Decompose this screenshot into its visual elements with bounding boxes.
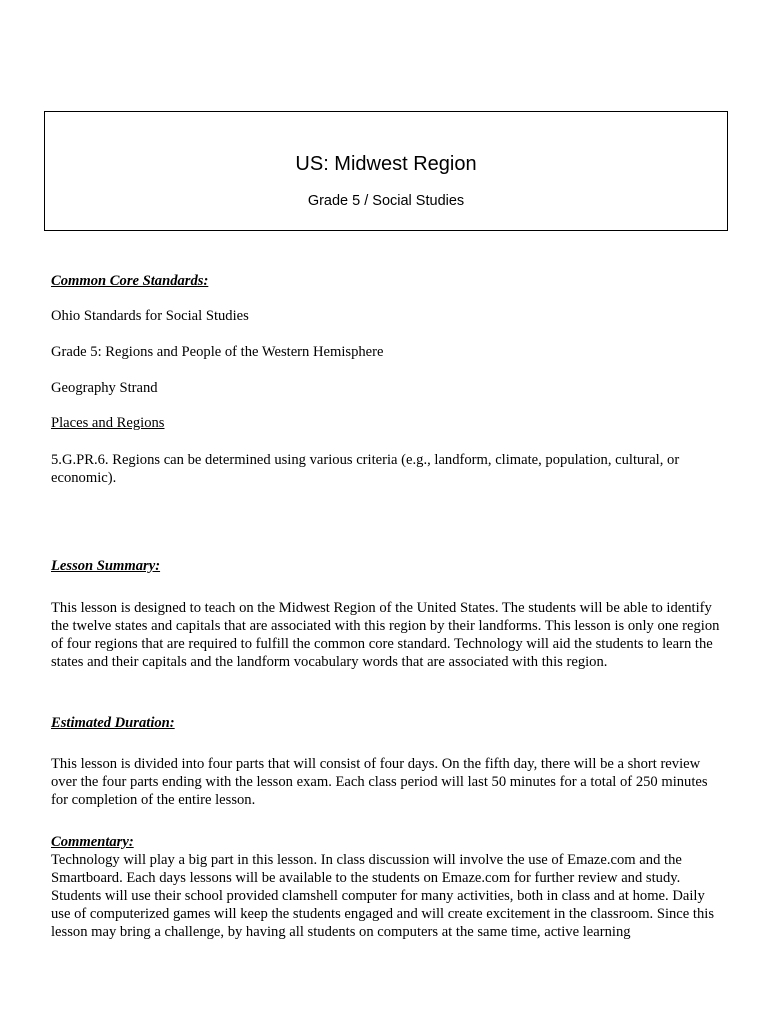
- title-box: [44, 111, 728, 231]
- duration-text: This lesson is divided into four parts that will consist of four days. On the fifth day, there will be a short review over the four parts ending with the lesson exam. Each class period will last 50 minutes for a total of 250 minutes for completion of the entire lesson.: [51, 756, 708, 808]
- commentary-heading: Commentary:: [51, 834, 134, 850]
- summary-text: This lesson is designed to teach on the Midwest Region of the United States. The students will be able to identify the twelve states and capitals that are associated with this region by their landforms. This lesson is only one region of four regions that are required to fulfill the common core standard. Technology will aid the students to learn the states and their capitals and the landform vocabulary words that are associated with this region.: [51, 600, 720, 670]
- standards-line-strand: Geography Strand: [51, 380, 158, 396]
- standards-line-places: Places and Regions: [51, 415, 165, 431]
- page-title: US: Midwest Region: [295, 153, 477, 175]
- commentary-text: Technology will play a big part in this lesson. In class discussion will involve the use of Emaze.com and the Smartboard. Each days lessons will be available to the students on Emaze.com for further review and study. Students will use their school provided clamshell computer for many activities, both in class and at home. Daily use of computerized games will keep the students engaged and will create excitement in the classroom. Since this lesson may bring a challenge, by having all students on computers at the same time, active learning: [51, 852, 714, 940]
- standards-heading: Common Core Standards:: [51, 273, 209, 289]
- standards-line-grade: Grade 5: Regions and People of the Western Hemisphere: [51, 344, 384, 360]
- standards-line-code: 5.G.PR.6. Regions can be determined using various criteria (e.g., landform, climate, population, cultural, or economic).: [51, 452, 680, 486]
- standards-line-ohio: Ohio Standards for Social Studies: [51, 308, 249, 324]
- duration-heading: Estimated Duration:: [51, 715, 175, 731]
- page-subtitle: Grade 5 / Social Studies: [307, 193, 465, 209]
- summary-heading: Lesson Summary:: [51, 558, 161, 574]
